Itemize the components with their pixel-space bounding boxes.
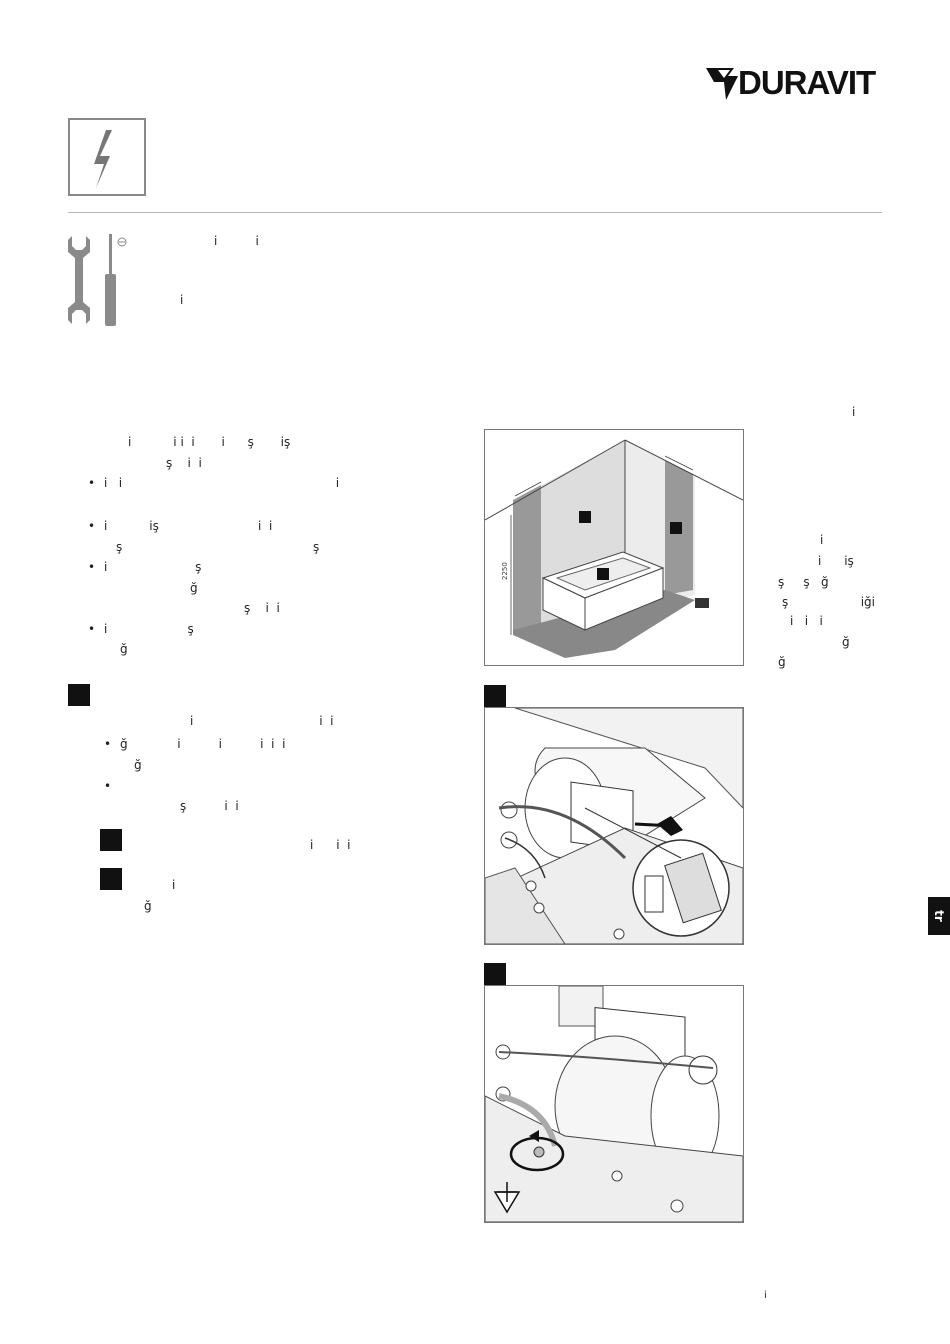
tools-text-line1: i i (214, 234, 259, 248)
side-note-line7: ğ (778, 655, 786, 669)
side-note-line1: i (820, 533, 824, 547)
figure-2-marker (484, 685, 506, 707)
bullet-1-line1: • i i i (104, 475, 339, 491)
tools-text-line2: i (180, 293, 184, 307)
section-line1: i i i (190, 714, 334, 728)
sub-bullet-2-line2: ş i i (180, 799, 239, 813)
screwdriver-icon (104, 234, 128, 326)
zone-marker-3 (597, 568, 609, 580)
figure-ground-connection (484, 985, 744, 1223)
zone-marker-1 (579, 511, 591, 523)
language-tab-label: tr (932, 910, 946, 922)
bullet-2-line2: ş ş (116, 540, 320, 554)
bullet-3-line1: • i ş (104, 559, 201, 575)
svg-text:DURAVIT (738, 64, 876, 101)
side-note-line5: i i i (790, 614, 823, 628)
figure-pump-junction-box (484, 707, 744, 945)
side-note-line4: ş iği (782, 595, 876, 609)
bullet-4-line1: • i ş (104, 621, 194, 637)
sub-bullet-1-line1: • ğ i i i i i (120, 736, 285, 752)
page-footer: i (764, 1290, 767, 1301)
section-step-marker (68, 684, 90, 706)
zone-marker-2 (670, 522, 682, 534)
brand-name: DURAVIT (738, 64, 876, 101)
language-tab[interactable] (928, 897, 950, 935)
sub-bullet-1-line2: ğ (134, 758, 142, 772)
intro-line1: i i i i i ş iş (128, 435, 291, 449)
bullet-3-line2: ğ (190, 581, 198, 595)
header-divider (68, 212, 882, 213)
electrical-warning-icon (68, 118, 146, 196)
bullet-2-line1: • i iş i i (104, 518, 272, 534)
figure-3-marker (484, 963, 506, 985)
sub-step-2-marker (100, 868, 122, 890)
bullet-3-line3: ş i i (244, 601, 280, 615)
side-note-line6: ğ (842, 635, 850, 649)
svg-text:2250: 2250 (501, 562, 509, 580)
figure-bathroom-zones (484, 429, 744, 666)
right-column-text: i (852, 405, 856, 419)
sub-step-2-line1: i (172, 878, 176, 892)
intro-line2: ş i i (166, 456, 202, 470)
sub-step-2-line2: ğ (144, 899, 152, 913)
side-note-line2: i iş (818, 554, 854, 568)
sub-step-1-text: i i i (310, 838, 351, 852)
sub-step-1-marker (100, 829, 122, 851)
bullet-4-line2: ğ (120, 642, 128, 656)
side-note-line3: ş ş ğ (778, 575, 829, 589)
wrench-icon (64, 232, 94, 326)
brand-logo (704, 60, 894, 104)
